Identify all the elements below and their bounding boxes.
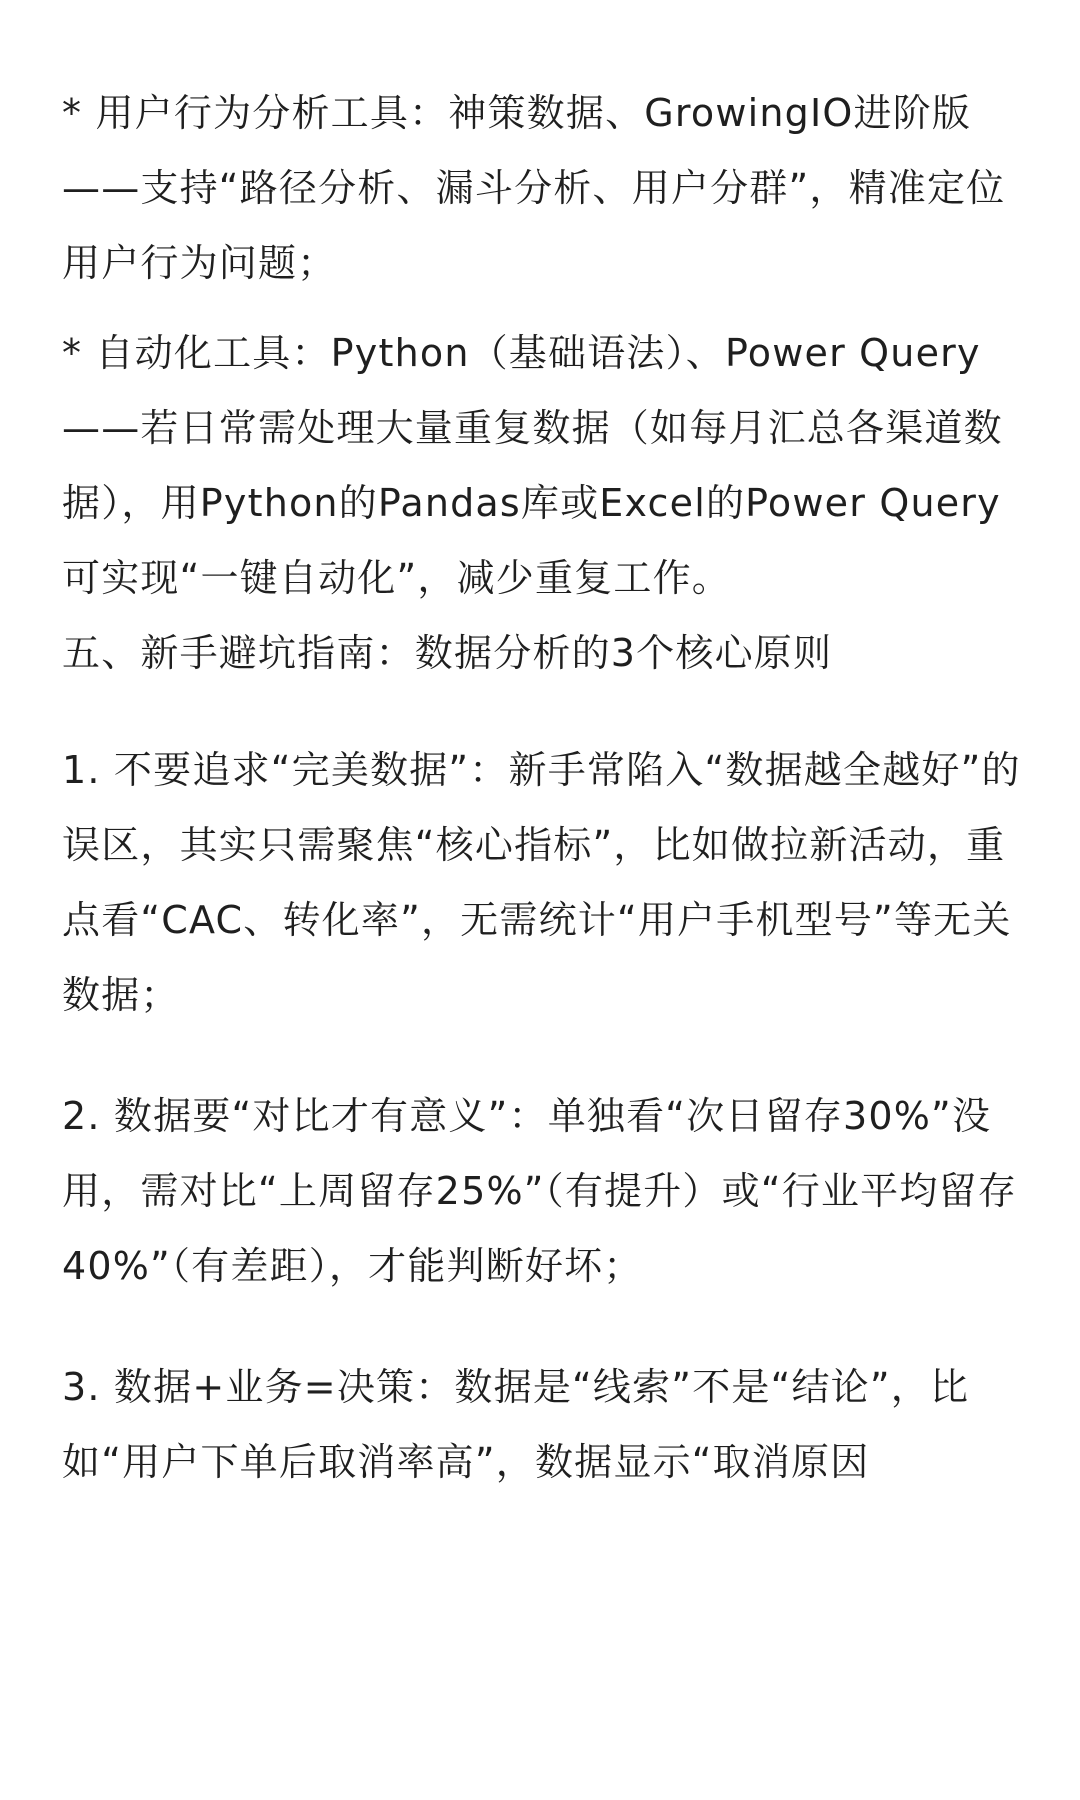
section-heading: 五、新手避坑指南：数据分析的3个核心原则: [62, 631, 833, 675]
principle-item-2: 2. 数据要“对比才有意义”：单独看“次日留存30%”没用，需对比“上周留存25%”（有提升）或“行业平均留存40%”（有差距），才能判断好坏；: [62, 1094, 1017, 1288]
article-body: [62, 76, 1028, 1500]
tool-user-behavior-paragraph: * 用户行为分析工具：神策数据、GrowingIO进阶版——支持“路径分析、漏斗分析、用户分群”，精准定位用户行为问题；: [62, 91, 1006, 285]
principle-item-1: 1. 不要追求“完美数据”：新手常陷入“数据越全越好”的误区，其实只需聚焦“核心指标”，比如做拉新活动，重点看“CAC、转化率”，无需统计“用户手机型号”等无关数据；: [62, 748, 1021, 1017]
principle-item-3: 3. 数据+业务=决策：数据是“线索”不是“结论”，比如“用户下单后取消率高”，数据显示“取消原因: [62, 1365, 970, 1484]
tool-automation-paragraph: * 自动化工具：Python（基础语法）、Power Query——若日常需处理大量重复数据（如每月汇总各渠道数据），用Python的Pandas库或Excel的Power Query可实现“一键自动化”，减少重复工作。: [62, 331, 1003, 600]
